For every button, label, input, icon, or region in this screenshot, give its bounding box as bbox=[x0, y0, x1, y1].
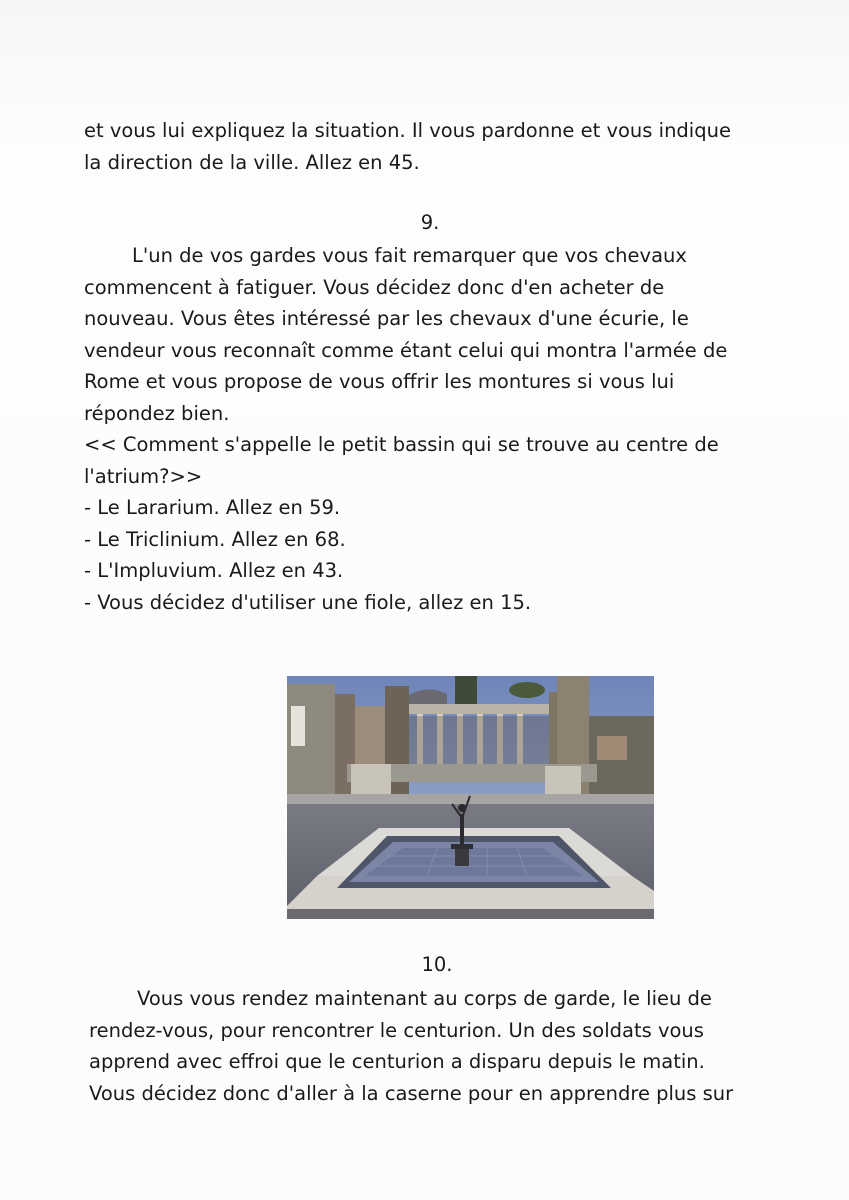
paragraph-line: la direction de la ville. Allez en 45. bbox=[84, 150, 420, 174]
section-9-text bbox=[84, 240, 784, 618]
paragraph-line: nouveau. Vous êtes intéressé par les chevaux d'une écurie, le bbox=[84, 307, 689, 330]
choice-line: - L'Impluvium. Allez en 43. bbox=[84, 559, 344, 582]
section-top-text bbox=[84, 115, 784, 178]
section-number-9: 9. bbox=[420, 211, 440, 234]
atrium-photo bbox=[287, 676, 654, 919]
paragraph-line: apprend avec effroi que le centurion a disparu depuis le matin. bbox=[89, 1050, 705, 1073]
paragraph-line: Vous décidez donc d'aller à la caserne pour en apprendre plus sur bbox=[89, 1081, 734, 1105]
choice-line: - Le Triclinium. Allez en 68. bbox=[84, 527, 346, 551]
paragraph-line: répondez bien. bbox=[84, 401, 230, 425]
section-number-10: 10. bbox=[421, 953, 453, 976]
paragraph-line: et vous lui expliquez la situation. Il vous pardonne et vous indique bbox=[84, 119, 731, 142]
paragraph-line: Rome et vous propose de vous offrir les montures si vous lui bbox=[84, 370, 675, 393]
paragraph-line: rendez-vous, pour rencontrer le centurion. Un des soldats vous bbox=[89, 1018, 704, 1042]
paragraph-line: L'un de vos gardes vous fait remarquer que vos chevaux bbox=[132, 244, 687, 267]
question-line: << Comment s'appelle le petit bassin qui se trouve au centre de bbox=[84, 433, 719, 456]
choice-line: - Vous décidez d'utiliser une fiole, allez en 15. bbox=[84, 590, 532, 614]
section-10-text bbox=[89, 983, 789, 1109]
paragraph-line: vendeur vous reconnaît comme étant celui qui montra l'armée de bbox=[84, 338, 728, 362]
paragraph-line: commencent à fatiguer. Vous décidez donc d'en acheter de bbox=[84, 275, 665, 299]
paragraph-line: Vous vous rendez maintenant au corps de garde, le lieu de bbox=[137, 987, 712, 1010]
question-line: l'atrium?>> bbox=[84, 464, 203, 488]
choice-line: - Le Lararium. Allez en 59. bbox=[84, 496, 341, 519]
